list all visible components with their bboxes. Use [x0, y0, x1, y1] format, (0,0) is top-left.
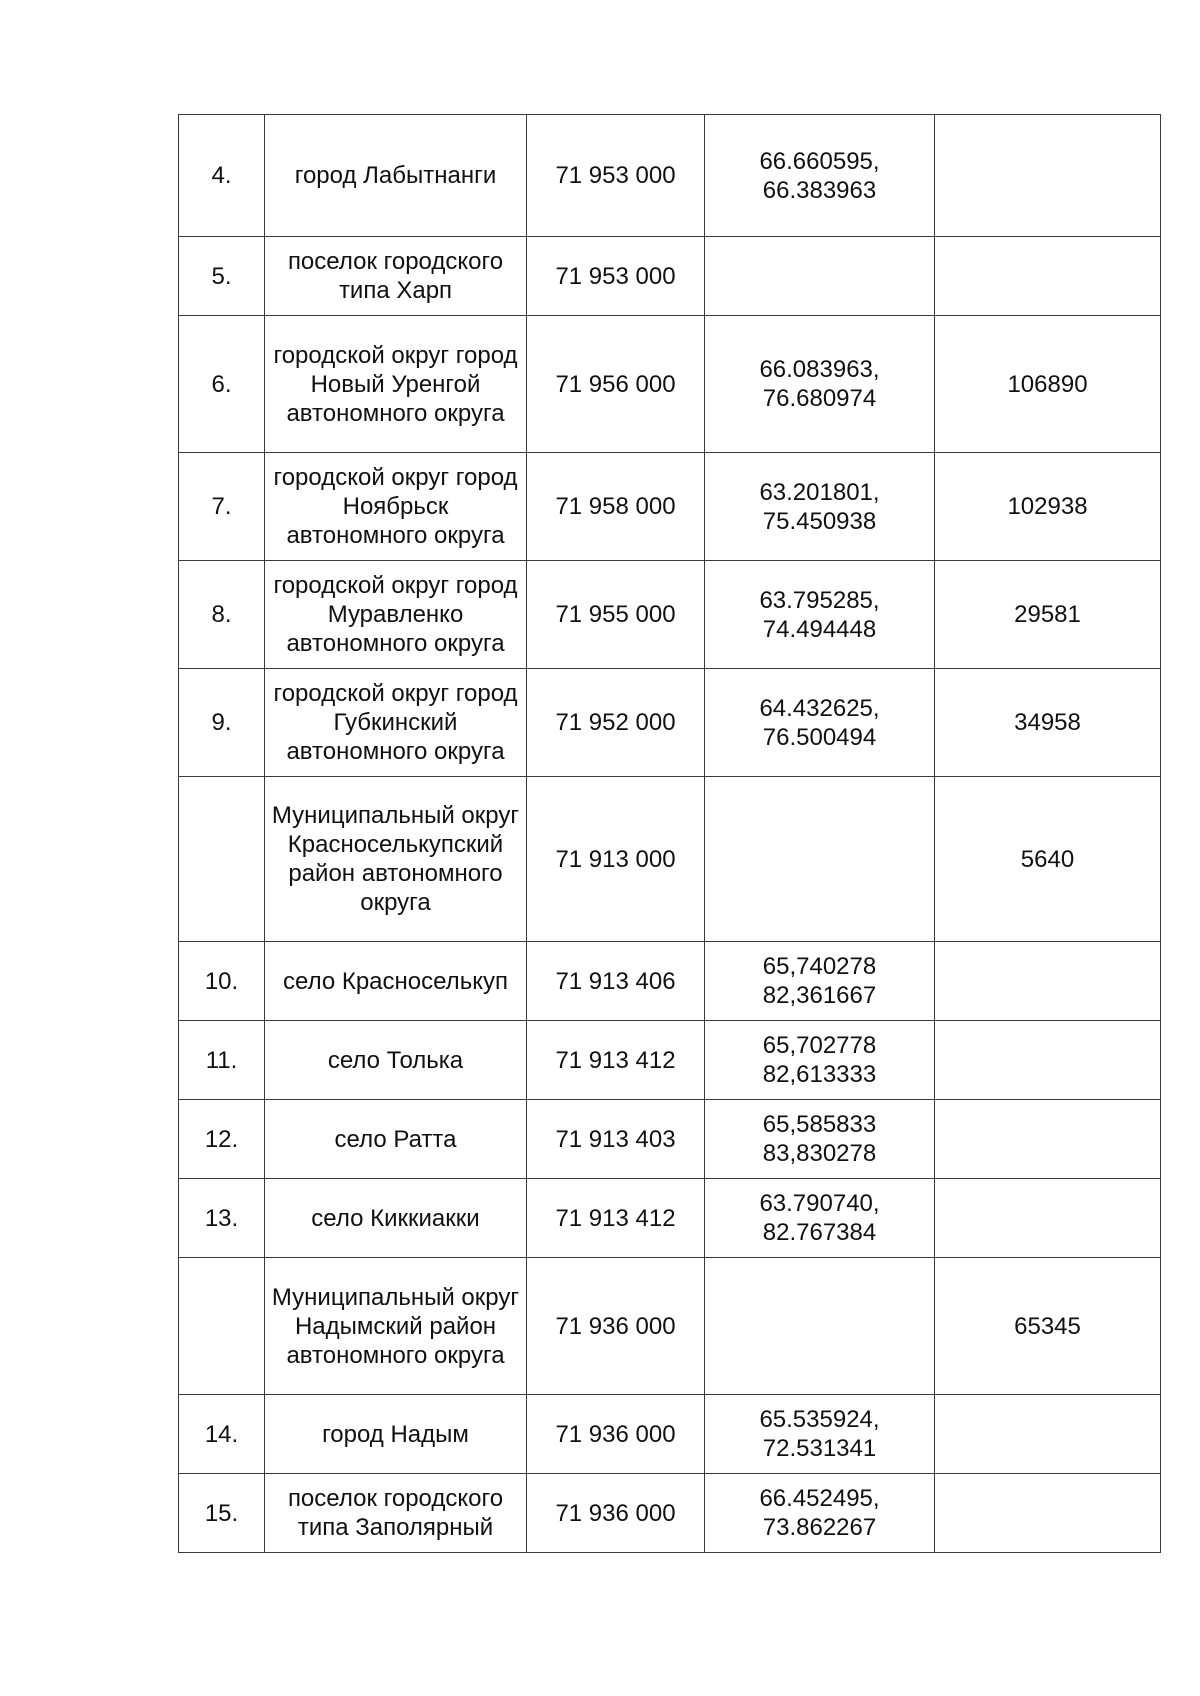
population: 102938	[935, 453, 1161, 561]
settlement-name: Муниципальный округ Красноселькупский район автономного округа	[265, 777, 527, 942]
settlement-name: город Надым	[265, 1395, 527, 1474]
coordinates-text: 63.201801, 75.450938	[759, 478, 880, 535]
oktmo-code: 71 913 403	[527, 1100, 705, 1179]
oktmo-code: 71 936 000	[527, 1474, 705, 1553]
population: 65345	[935, 1258, 1161, 1395]
population	[935, 237, 1161, 316]
coordinates	[705, 1474, 935, 1553]
oktmo-code: 71 936 000	[527, 1258, 705, 1395]
oktmo-code: 71 953 000	[527, 115, 705, 237]
settlement-name: городской округ город Новый Уренгой автономного округа	[265, 316, 527, 453]
row-number: 7.	[179, 453, 265, 561]
coordinates-text: 66.660595, 66.383963	[759, 147, 880, 204]
row-number: 6.	[179, 316, 265, 453]
population	[935, 1100, 1161, 1179]
coordinates-text: 65,702778 82,613333	[762, 1032, 877, 1088]
settlement-name: село Толька	[265, 1021, 527, 1100]
row-number: 10.	[179, 942, 265, 1021]
oktmo-code: 71 956 000	[527, 316, 705, 453]
coordinates	[705, 115, 935, 237]
row-number	[179, 1258, 265, 1395]
table-row	[179, 669, 1161, 777]
oktmo-code: 71 913 412	[527, 1179, 705, 1258]
row-number: 8.	[179, 561, 265, 669]
coordinates	[705, 777, 935, 942]
population: 5640	[935, 777, 1161, 942]
coordinates	[705, 1179, 935, 1258]
oktmo-code: 71 955 000	[527, 561, 705, 669]
population: 34958	[935, 669, 1161, 777]
settlement-name: поселок городского типа Харп	[265, 237, 527, 316]
coordinates	[705, 453, 935, 561]
oktmo-code: 71 936 000	[527, 1395, 705, 1474]
row-number: 4.	[179, 115, 265, 237]
population	[935, 115, 1161, 237]
row-number: 9.	[179, 669, 265, 777]
table-row	[179, 1100, 1161, 1179]
coordinates-text: 66.083963, 76.680974	[759, 356, 880, 412]
population: 29581	[935, 561, 1161, 669]
settlement-name: городской округ город Муравленко автономного округа	[265, 561, 527, 669]
coordinates-text: 66.452495, 73.862267	[759, 1485, 880, 1541]
oktmo-code: 71 953 000	[527, 237, 705, 316]
settlement-name: село Красноселькуп	[265, 942, 527, 1021]
table-row	[179, 777, 1161, 942]
table-row	[179, 115, 1161, 237]
settlement-name: поселок городского типа Заполярный	[265, 1474, 527, 1553]
oktmo-code: 71 958 000	[527, 453, 705, 561]
table-row	[179, 942, 1161, 1021]
population	[935, 1021, 1161, 1100]
table-row	[179, 1395, 1161, 1474]
coordinates-text: 65,740278 82,361667	[762, 953, 877, 1009]
population: 106890	[935, 316, 1161, 453]
row-number: 5.	[179, 237, 265, 316]
table-row	[179, 1258, 1161, 1395]
oktmo-code: 71 952 000	[527, 669, 705, 777]
row-number: 15.	[179, 1474, 265, 1553]
table-row	[179, 561, 1161, 669]
coordinates-text: 64.432625, 76.500494	[759, 694, 880, 751]
oktmo-code: 71 913 406	[527, 942, 705, 1021]
table-row	[179, 316, 1161, 453]
coordinates	[705, 1395, 935, 1474]
settlement-name: город Лабытнанги	[265, 115, 527, 237]
settlement-name: село Ратта	[265, 1100, 527, 1179]
table-row	[179, 1179, 1161, 1258]
table-row	[179, 1474, 1161, 1553]
coordinates	[705, 237, 935, 316]
population	[935, 942, 1161, 1021]
population	[935, 1474, 1161, 1553]
coordinates	[705, 316, 935, 453]
oktmo-code: 71 913 412	[527, 1021, 705, 1100]
row-number: 14.	[179, 1395, 265, 1474]
row-number: 11.	[179, 1021, 265, 1100]
row-number	[179, 777, 265, 942]
settlements-table	[178, 114, 1161, 1553]
coordinates	[705, 1100, 935, 1179]
settlement-name: село Киккиакки	[265, 1179, 527, 1258]
oktmo-code: 71 913 000	[527, 777, 705, 942]
row-number: 12.	[179, 1100, 265, 1179]
table-row	[179, 1021, 1161, 1100]
population	[935, 1179, 1161, 1258]
coordinates	[705, 942, 935, 1021]
row-number: 13.	[179, 1179, 265, 1258]
population	[935, 1395, 1161, 1474]
coordinates	[705, 561, 935, 669]
settlement-name: Муниципальный округ Надымский район автономного округа	[265, 1258, 527, 1395]
coordinates-text: 63.795285, 74.494448	[759, 586, 880, 643]
coordinates	[705, 1258, 935, 1395]
settlement-name: городской округ город Губкинский автономного округа	[265, 669, 527, 777]
coordinates	[705, 1021, 935, 1100]
coordinates-text: 65,585833 83,830278	[762, 1111, 877, 1167]
table-row	[179, 453, 1161, 561]
table-row	[179, 237, 1161, 316]
coordinates-text: 63.790740, 82.767384	[759, 1190, 880, 1246]
coordinates	[705, 669, 935, 777]
coordinates-text: 65.535924, 72.531341	[759, 1406, 880, 1462]
settlement-name: городской округ город Ноябрьск автономного округа	[265, 453, 527, 561]
